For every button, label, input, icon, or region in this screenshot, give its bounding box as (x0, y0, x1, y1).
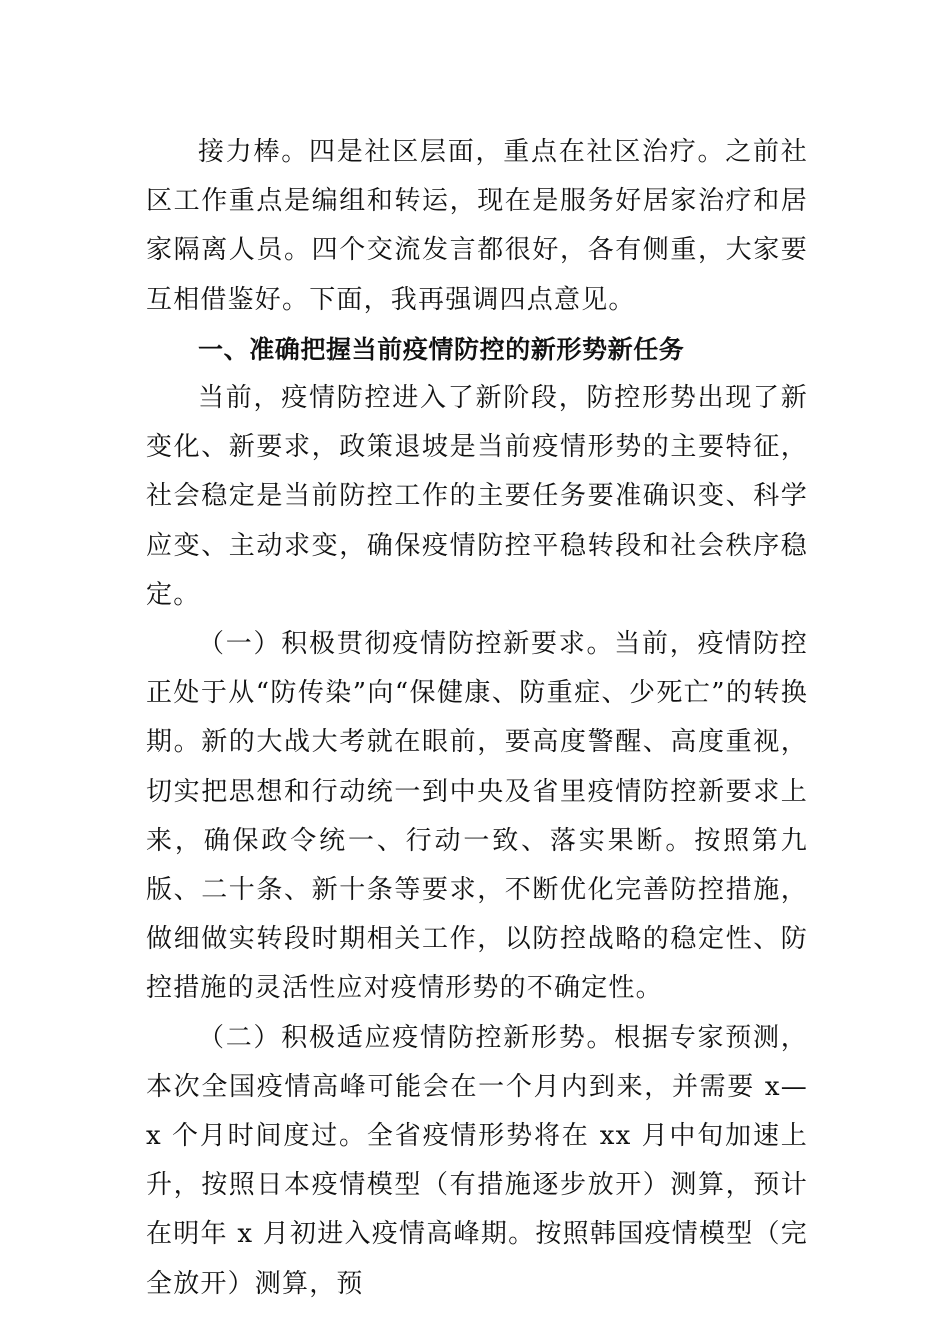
paragraph-current-stage: 当前，疫情防控进入了新阶段，防控形势出现了新变化、新要求，政策退坡是当前疫情形势的主要特征，社会稳定是当前防控工作的主要任务要准确识变、科学应变、主动求变，确保疫情防控平稳转段和社会秩序稳定。 (146, 383, 808, 610)
paragraph-subsection-1: （一）积极贯彻疫情防控新要求。当前，疫情防控正处于从“防传染”向“保健康、防重症、少死亡”的转换期。新的大战大考就在眼前，要高度警醒、高度重视，切实把思想和行动统一到中央及省里疫情防控新要求上来，确保政令统一、行动一致、落实果断。按照第九版、二十条、新十条等要求，不断优化完善防控措施，做细做实转段时期相关工作，以防控战略的稳定性、防控措施的灵活性应对疫情形势的不确定性。 (146, 629, 808, 1004)
paragraph-subsection-2: （二）积极适应疫情防控新形势。根据专家预测，本次全国疫情高峰可能会在一个月内到来，并需要 x—x 个月时间度过。全省疫情形势将在 xx 月中旬加速上升，按照日本疫情模型（有措施逐步放开）测算，预计在明年 x 月初进入疫情高峰期。按照韩国疫情模型（完全放开）测算，预 (146, 1022, 808, 1299)
section-heading-1: 一、准确把握当前疫情防控的新形势新任务 (198, 334, 685, 364)
document-body (146, 128, 808, 1309)
paragraph-continuation: 接力棒。四是社区层面，重点在社区治疗。之前社区工作重点是编组和转运，现在是服务好居家治疗和居家隔离人员。四个交流发言都很好，各有侧重，大家要互相借鉴好。下面，我再强调四点意见。 (146, 137, 808, 315)
